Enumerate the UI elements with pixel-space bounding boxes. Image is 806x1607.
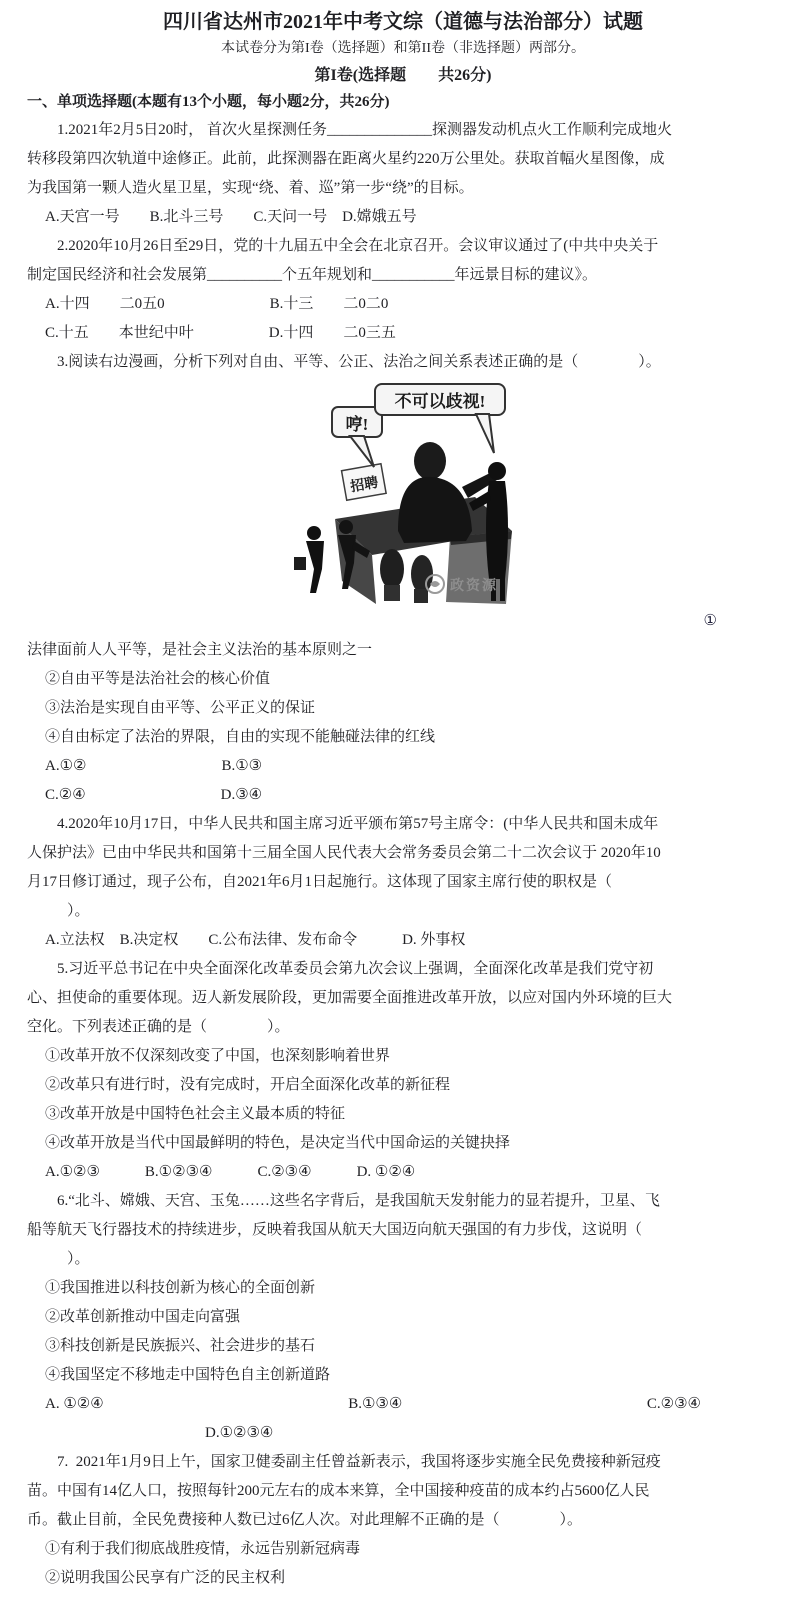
q3-comic-block xyxy=(27,377,779,607)
q4-stem-close: ）。 xyxy=(67,903,90,919)
q5-item1: ①改革开放不仅深刻改变了中国，也深刻影响着世界 xyxy=(45,1048,391,1064)
q3-options-row-2: C.②④ D.③④ xyxy=(45,787,263,803)
q6-item1: ①我国推进以科技创新为核心的全面创新 xyxy=(45,1280,316,1296)
q5-item2: ②改革只有进行时，没有完成时，开启全面深化改革的新征程 xyxy=(45,1077,451,1093)
exam-subtitle: 本试卷分为第I卷（选择题）和第II卷（非选择题）两部分。 xyxy=(221,41,585,56)
q3-item4: ④自由标定了法治的界限，自由的实现不能触碰法律的红线 xyxy=(45,729,436,745)
q6-item3: ③科技创新是民族振兴、社会进步的基石 xyxy=(45,1338,316,1354)
q7-stem-line-3: 币。截止目前，全民免费接种人数已过6亿人次。对此理解不正确的是（ ）。 xyxy=(27,1512,583,1528)
q6-option-c: C.②③④ xyxy=(646,1396,701,1412)
q3-item3: ③法治是实现自由平等、公平正义的保证 xyxy=(45,700,316,716)
q2-stem-line-2: 制定国民经济和社会发展第__________个五年规划和___________年远景目标的建议》。 xyxy=(27,267,598,283)
q6-item4: ④我国坚定不移地走中国特色自主创新道路 xyxy=(45,1367,331,1383)
q5-stem-line-2: 心、担使命的重要体现。迈人新发展阶段，更加需要全面推进改革开放，以应对国内外环境的巨大 xyxy=(27,990,673,1006)
speech-bubble-left-text: 哼! xyxy=(345,415,369,434)
q1-stem-line-2: 转移段第四次轨道中途修正。此前，此探测器在距离火星约220万公里处。获取首幅火星图像，成 xyxy=(27,151,665,167)
q2-options-row-2: C.十五 本世纪中叶 D.十四 二0三五 xyxy=(45,325,396,341)
part-heading: 一、单项选择题(本题有13个小题，每小题2分，共26分) xyxy=(27,94,390,110)
q1-stem-line-1: 1.2021年2月5日20时， 首次火星探测任务______________探测器发动机点火工作顺利完成地火 xyxy=(57,122,673,138)
q5-options: A.①②③ B.①②③④ C.②③④ D. ①②④ xyxy=(45,1164,416,1180)
q6-option-a: A. ①②④ xyxy=(45,1396,104,1412)
q4-stem-line-3: 月17日修订通过，现子公布，自2021年6月1日起施行。这体现了国家主席行使的职权是（ xyxy=(27,874,613,890)
comic-illustration xyxy=(280,379,530,605)
q6-option-b: B.①③④ xyxy=(348,1396,403,1412)
q2-options-row-1: A.十四 二0五0 B.十三 二0二0 xyxy=(45,296,389,312)
q5-stem-line-1: 5.习近平总书记在中央全面深化改革委员会第九次会议上强调，全面深化改革是我们党守初 xyxy=(57,961,654,977)
speech-bubble-right xyxy=(375,384,505,453)
q3-item1-marker: ① xyxy=(703,613,717,629)
q5-item3: ③改革开放是中国特色社会主义最本质的特征 xyxy=(45,1106,346,1122)
q5-item4: ④改革开放是当代中国最鲜明的特色，是决定当代中国命运的关键抉择 xyxy=(45,1135,511,1151)
q4-stem-line-2: 人保护法》已由中华民共和国第十三届全国人民代表大会常务委员会第二十二次会议于 2020年10 xyxy=(27,845,661,861)
q6-stem-line-1: 6.“北斗、嫦娥、天宫、玉兔……这些名字背后，是我国航天发射能力的显若提升，卫星、飞 xyxy=(57,1193,660,1209)
q6-stem-line-2: 船等航天飞行器技术的持续进步，反映着我国从航天大国迈向航天强国的有力步伐，这说明（ xyxy=(27,1222,643,1238)
q7-stem-line-1: 7. 2021年1月9日上午，国家卫健委副主任曾益新表示，我国将逐步实施全民免费接种新冠疫 xyxy=(57,1454,661,1470)
q1-options: A.天宫一号 B.北斗三号 C.天问一号 D.嫦娥五号 xyxy=(45,209,417,225)
page-title: 四川省达州市2021年中考文综（道德与法治部分）试题 xyxy=(163,11,643,33)
q2-stem-line-1: 2.2020年10月26日至29日，党的十九届五中全会在北京召开。会议审议通过了(中共中央关于 xyxy=(57,238,659,254)
recruitment-sign-text: 招聘 xyxy=(349,475,380,496)
watermark-text: 政资源 xyxy=(450,579,498,594)
q1-stem-line-3: 为我国第一颗人造火星卫星，实现“绕、着、巡”第一步“绕”的目标。 xyxy=(27,180,474,196)
section-heading: 第I卷(选择题 共26分) xyxy=(314,67,492,84)
q6-options-abc-row xyxy=(27,1390,779,1419)
q4-stem-line-1: 4.2020年10月17日，中华人民共和国主席习近平颁布第57号主席令：(中华人民共和国未成年 xyxy=(57,816,659,832)
q7-stem-line-2: 苗。中国有14亿人口，按照每针200元左右的成本来算，全中国接种疫苗的成本约占5600亿人民 xyxy=(27,1483,650,1499)
recruitment-sign xyxy=(342,464,387,500)
speech-bubble-right-text: 不可以歧视! xyxy=(394,392,486,411)
q3-options-row-1: A.①② B.①③ xyxy=(45,758,263,774)
speech-bubble-left xyxy=(332,407,382,467)
q5-stem-line-3: 空化。下列表述正确的是（ ）。 xyxy=(27,1019,290,1035)
q7-item2: ②说明我国公民享有广泛的民主权利 xyxy=(45,1570,286,1586)
q6-stem-close: ）。 xyxy=(67,1251,90,1267)
q3-item2: ②自由平等是法治社会的核心价值 xyxy=(45,671,271,687)
q7-item1: ①有利于我们彻底战胜疫情，永远告别新冠病毒 xyxy=(45,1541,361,1557)
q3-item1-text: 法律面前人人平等，是社会主义法治的基本原则之一 xyxy=(27,642,373,658)
q3-stem: 3.阅读右边漫画，分析下列对自由、平等、公正、法治之间关系表述正确的是（ ）。 xyxy=(57,354,661,370)
q6-option-d: D.①②③④ xyxy=(205,1425,274,1441)
q6-item2: ②改革创新推动中国走向富强 xyxy=(45,1309,241,1325)
q4-options: A.立法权 B.决定权 C.公布法律、发布命令 D. 外事权 xyxy=(45,932,466,948)
